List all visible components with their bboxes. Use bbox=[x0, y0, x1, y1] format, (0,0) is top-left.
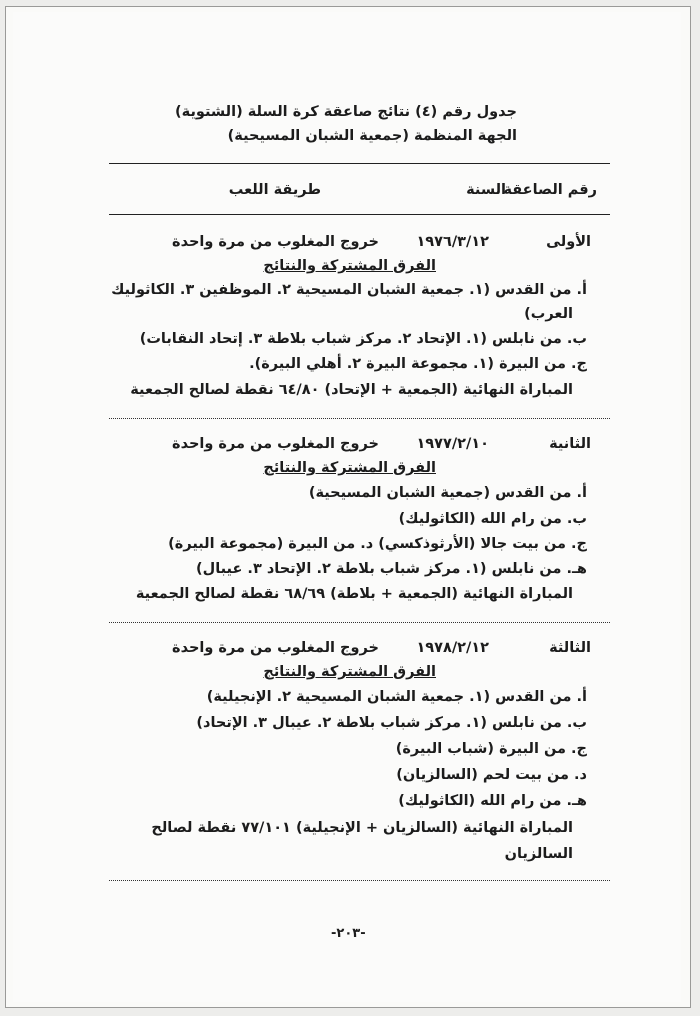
entry-subheading: الفرق المشتركة والنتائج bbox=[263, 460, 436, 476]
entry-line: هـ. من رام الله (الكاثوليك) bbox=[398, 793, 587, 809]
document-page bbox=[13, 12, 681, 1002]
column-header-method: طريقة اللعب bbox=[228, 182, 321, 198]
column-header-year: السنة bbox=[466, 182, 506, 198]
entry-line: أ. من القدس (جمعية الشبان المسيحية) bbox=[308, 485, 587, 501]
entry-final-line: المباراة النهائية (الجمعية + بلاطة) ٦٨/٦٩ نقطة لصالح الجمعية bbox=[135, 586, 573, 602]
entry-line: ج. من البيرة (١. مجموعة البيرة ٢. أهلي البيرة). bbox=[249, 356, 587, 372]
entry-separator bbox=[109, 622, 610, 623]
header-rule-bottom bbox=[109, 214, 610, 215]
entry-line: أ. من القدس (١. جمعية الشبان المسيحية ٢. الإنجيلية) bbox=[206, 689, 587, 705]
column-header-number: رقم الصاعقة bbox=[503, 182, 597, 198]
entry-date: ١٩٧٨/٢/١٢ bbox=[416, 640, 489, 656]
entry-number: الثالثة bbox=[549, 640, 591, 656]
entry-line: هـ. من نابلس (١. مركز شباب بلاطة ٢. الإتحاد ٣. عيبال) bbox=[195, 561, 587, 577]
entry-final-line: المباراة النهائية (السالزيان + الإنجيلية) ٧٧/١٠١ نقطة لصالح bbox=[151, 820, 573, 836]
entry-method: خروج المغلوب من مرة واحدة bbox=[172, 436, 379, 452]
entry-method: خروج المغلوب من مرة واحدة bbox=[172, 640, 379, 656]
entry-date: ١٩٧٧/٢/١٠ bbox=[416, 436, 489, 452]
entry-line: أ. من القدس (١. جمعية الشبان المسيحية ٢. الموظفين ٣. الكاثوليك bbox=[111, 282, 587, 298]
table-title: جدول رقم (٤) نتائج صاعقة كرة السلة (الشتوية) bbox=[175, 104, 517, 120]
entry-line: العرب) bbox=[524, 306, 573, 322]
entry-separator bbox=[109, 880, 610, 881]
entry-line: ب. من رام الله (الكاثوليك) bbox=[398, 511, 587, 527]
entry-separator bbox=[109, 418, 610, 419]
entry-line: ب. من نابلس (١. مركز شباب بلاطة ٢. عيبال ٣. الإتحاد) bbox=[196, 715, 587, 731]
entry-line: ج. من البيرة (شباب البيرة) bbox=[395, 741, 587, 757]
entry-line: ب. من نابلس (١. الإتحاد ٢. مركز شباب بلاطة ٣. إتحاد النقابات) bbox=[139, 331, 587, 347]
header-rule-top bbox=[109, 163, 610, 164]
entry-line: د. من بيت لحم (السالزيان) bbox=[396, 767, 587, 783]
entry-final-line: المباراة النهائية (الجمعية + الإتحاد) ٦٤/٨٠ نقطة لصالح الجمعية bbox=[130, 382, 573, 398]
entry-date: ١٩٧٦/٣/١٢ bbox=[416, 234, 489, 250]
entry-subheading: الفرق المشتركة والنتائج bbox=[263, 258, 436, 274]
entry-number: الثانية bbox=[549, 436, 591, 452]
entry-number: الأولى bbox=[546, 234, 591, 250]
entry-final-line: السالزيان bbox=[504, 846, 573, 862]
entry-line: ج. من بيت جالا (الأرثوذكسي) د. من البيرة (مجموعة البيرة) bbox=[168, 536, 587, 552]
page-number: -٢٠٣- bbox=[331, 926, 366, 941]
entry-subheading: الفرق المشتركة والنتائج bbox=[263, 664, 436, 680]
organizer-line: الجهة المنظمة (جمعية الشبان المسيحية) bbox=[227, 128, 517, 144]
entry-method: خروج المغلوب من مرة واحدة bbox=[172, 234, 379, 250]
